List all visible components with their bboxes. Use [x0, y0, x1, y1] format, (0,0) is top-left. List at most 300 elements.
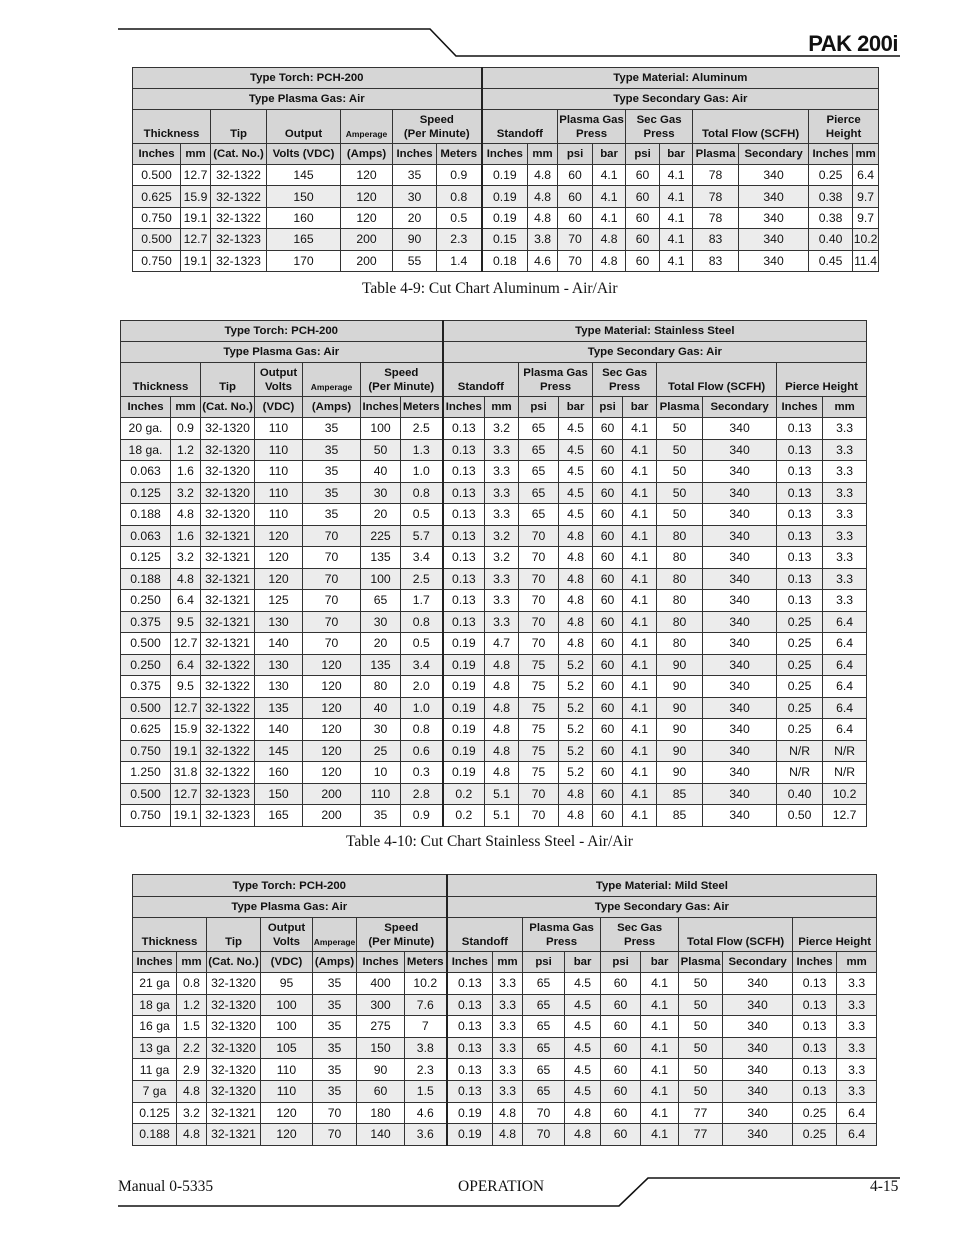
table-cell: 90	[393, 229, 437, 250]
unit-header: (Amps)	[341, 144, 393, 165]
table-cell: 105	[261, 1037, 313, 1059]
table-cell: 0.375	[121, 611, 171, 633]
table-cell: 1.5	[177, 1016, 207, 1038]
table-cell: 35	[313, 1016, 357, 1038]
unit-header: Meters	[437, 144, 482, 165]
table-cell: 100	[261, 994, 313, 1016]
table-cell: 140	[357, 1124, 405, 1146]
unit-header: psi	[626, 144, 660, 165]
table-cell: 340	[723, 1102, 793, 1124]
table-cell: 3.3	[837, 1059, 877, 1081]
table-cell: 75	[519, 762, 559, 784]
table-cell: 35	[393, 165, 437, 186]
table-cell: 340	[723, 1059, 793, 1081]
table-cell: 0.25	[777, 611, 823, 633]
table-cell: 65	[519, 461, 559, 483]
table-cell: 60	[593, 461, 623, 483]
table-cell: 180	[357, 1102, 405, 1124]
unit-header: mm	[493, 952, 523, 973]
table-cell: 1.6	[171, 461, 201, 483]
material-type: Type Material: Stainless Steel	[443, 321, 867, 342]
table-cell: 120	[255, 547, 303, 569]
table-cell: 32-1320	[207, 994, 261, 1016]
table-cell: 12.7	[171, 697, 201, 719]
table-cell: 1.4	[437, 250, 482, 271]
column-group-header: Output Volts	[255, 363, 303, 397]
table-cell: 3.3	[485, 461, 519, 483]
table-cell: 0.19	[443, 697, 485, 719]
table-cell: 0.750	[133, 207, 181, 228]
table-cell: 6.4	[171, 654, 201, 676]
table-cell: 3.3	[493, 994, 523, 1016]
table-cell: 4.1	[593, 186, 626, 207]
table-cell: 150	[267, 186, 341, 207]
table-cell: 32-1323	[211, 250, 267, 271]
table-cell: 65	[523, 973, 565, 995]
table-cell: 0.13	[443, 504, 485, 526]
table-cell: 50	[657, 504, 703, 526]
table-cell: 3.3	[823, 547, 867, 569]
column-group-header: Sec Gas Press	[601, 918, 679, 952]
table-cell: 35	[303, 504, 361, 526]
table-cell: 25	[361, 740, 401, 762]
table-cell: 19.1	[171, 740, 201, 762]
unit-header: mm	[177, 952, 207, 973]
table-cell: 0.45	[809, 250, 853, 271]
table-cell: 77	[679, 1124, 723, 1146]
table-cell: 9.7	[853, 207, 879, 228]
unit-header: mm	[528, 144, 558, 165]
table-cell: 5.2	[559, 697, 593, 719]
table-cell: 2.5	[401, 418, 443, 440]
table-cell: 4.8	[177, 1080, 207, 1102]
unit-header: (Cat. No.)	[207, 952, 261, 973]
table-cell: 20	[361, 633, 401, 655]
torch-type: Type Torch: PCH-200	[121, 321, 443, 342]
table-cell: 0.250	[121, 654, 171, 676]
table-cell: 50	[657, 439, 703, 461]
unit-header: mm	[181, 144, 211, 165]
table-cell: 0.19	[443, 676, 485, 698]
table-cell: 130	[255, 611, 303, 633]
table-cell: 7	[405, 1016, 447, 1038]
table-cell: 120	[261, 1102, 313, 1124]
table-cell: 5.7	[401, 525, 443, 547]
unit-header: bar	[641, 952, 679, 973]
column-group-header: Amperage	[303, 363, 361, 397]
table-cell: 4.8	[485, 719, 519, 741]
table-cell: 70	[523, 1124, 565, 1146]
unit-header: bar	[593, 144, 626, 165]
unit-header: (Cat. No.)	[201, 397, 255, 418]
table-cell: 70	[519, 783, 559, 805]
table-cell: 65	[519, 482, 559, 504]
table-cell: 5.2	[559, 654, 593, 676]
table-cell: 4.1	[660, 165, 693, 186]
table-cell: 0.625	[121, 719, 171, 741]
table-cell: 4.1	[641, 1059, 679, 1081]
table-cell: 110	[361, 783, 401, 805]
table-cell: 0.25	[777, 676, 823, 698]
unit-header: Inches	[361, 397, 401, 418]
table-cell: 140	[255, 633, 303, 655]
table-cell: 20 ga.	[121, 418, 171, 440]
table-cell: 165	[267, 229, 341, 250]
table-cell: 70	[303, 611, 361, 633]
table-cell: 110	[255, 482, 303, 504]
table-cell: 70	[523, 1102, 565, 1124]
table-cell: 4.5	[565, 1080, 601, 1102]
column-group-header: Speed (Per Minute)	[393, 110, 482, 144]
table-cell: 110	[255, 439, 303, 461]
table-cell: 4.8	[565, 1102, 601, 1124]
table-cell: 6.4	[837, 1124, 877, 1146]
table-cell: 50	[657, 461, 703, 483]
table-cell: 32-1320	[207, 1080, 261, 1102]
table-cell: 3.2	[485, 547, 519, 569]
material-type: Type Material: Aluminum	[482, 68, 879, 89]
table-cell: 60	[593, 547, 623, 569]
table-cell: 145	[267, 165, 341, 186]
table-cell: 0.13	[793, 994, 837, 1016]
table-cell: 0.13	[777, 439, 823, 461]
table-cell: 3.3	[493, 1059, 523, 1081]
table-cell: 32-1320	[207, 1059, 261, 1081]
table-cell: 32-1321	[201, 590, 255, 612]
unit-header: bar	[660, 144, 693, 165]
table-cell: 0.13	[777, 504, 823, 526]
table-cell: 340	[723, 1080, 793, 1102]
table-cell: 4.6	[405, 1102, 447, 1124]
unit-header: (Amps)	[303, 397, 361, 418]
table-cell: 340	[723, 994, 793, 1016]
table-cell: 0.13	[447, 973, 493, 995]
table-cell: 120	[303, 697, 361, 719]
table-cell: 110	[255, 504, 303, 526]
table-cell: 3.4	[401, 654, 443, 676]
table-cell: 2.0	[401, 676, 443, 698]
table-cell: 340	[723, 1037, 793, 1059]
table-cell: 40	[361, 697, 401, 719]
table-cell: 4.5	[565, 994, 601, 1016]
table-cell: 65	[361, 590, 401, 612]
table-cell: 0.13	[447, 1080, 493, 1102]
table-cell: 0.13	[777, 525, 823, 547]
unit-header: Inches	[443, 397, 485, 418]
table-cell: 0.25	[793, 1124, 837, 1146]
table-row	[121, 611, 867, 633]
cut-chart-table-2	[120, 320, 867, 827]
table-cell: 340	[703, 590, 777, 612]
unit-header: mm	[853, 144, 879, 165]
table-cell: 30	[393, 186, 437, 207]
table-cell: 340	[739, 250, 809, 271]
table-row	[133, 250, 879, 271]
table-cell: 4.8	[559, 525, 593, 547]
table-cell: 120	[341, 207, 393, 228]
table-cell: 7.6	[405, 994, 447, 1016]
column-group-header: Pierce Height	[809, 110, 879, 144]
unit-header: mm	[837, 952, 877, 973]
table-cell: 32-1322	[201, 676, 255, 698]
unit-header: (Cat. No.)	[211, 144, 267, 165]
table-cell: 0.13	[793, 1059, 837, 1081]
table-cell: 200	[303, 805, 361, 827]
table-cell: 120	[341, 165, 393, 186]
torch-type: Type Torch: PCH-200	[133, 68, 482, 89]
table-cell: 0.13	[447, 1037, 493, 1059]
table-cell: 140	[255, 719, 303, 741]
table-cell: 4.8	[177, 1124, 207, 1146]
table-cell: 19.1	[181, 207, 211, 228]
table-cell: 0.13	[443, 547, 485, 569]
table-cell: 65	[523, 1080, 565, 1102]
table-cell: 275	[357, 1016, 405, 1038]
table-cell: 9.5	[171, 611, 201, 633]
table-cell: 0.13	[777, 461, 823, 483]
table-cell: 70	[519, 568, 559, 590]
table-row	[121, 482, 867, 504]
table-cell: 0.125	[121, 482, 171, 504]
unit-header: Inches	[447, 952, 493, 973]
column-group-header: Plasma Gas Press	[519, 363, 593, 397]
table-cell: 1.0	[401, 697, 443, 719]
unit-header: Inches	[357, 952, 405, 973]
section-name: OPERATION	[458, 1178, 545, 1195]
table-cell: 32-1321	[201, 525, 255, 547]
table-cell: 145	[255, 740, 303, 762]
table-cell: 3.3	[485, 568, 519, 590]
table-cell: 4.5	[559, 439, 593, 461]
table-row	[133, 1080, 877, 1102]
table-cell: 120	[303, 676, 361, 698]
table-cell: 60	[626, 207, 660, 228]
table-cell: 1.0	[401, 461, 443, 483]
table-row	[121, 461, 867, 483]
table-cell: 7 ga	[133, 1080, 177, 1102]
table-cell: 80	[657, 590, 703, 612]
table-cell: 4.1	[593, 165, 626, 186]
table-cell: 1.6	[171, 525, 201, 547]
table-cell: 32-1322	[201, 740, 255, 762]
table-cell: 3.3	[823, 482, 867, 504]
table-cell: 100	[361, 568, 401, 590]
table-cell: 5.2	[559, 762, 593, 784]
table-cell: 120	[303, 740, 361, 762]
table-cell: 4.8	[559, 547, 593, 569]
table-cell: 18 ga	[133, 994, 177, 1016]
table-cell: 340	[739, 229, 809, 250]
table-cell: 110	[261, 1059, 313, 1081]
secondary-gas-type: Type Secondary Gas: Air	[447, 897, 877, 918]
table-cell: 65	[523, 994, 565, 1016]
table-cell: 1.2	[177, 994, 207, 1016]
table-cell: 0.8	[177, 973, 207, 995]
table-cell: 32-1322	[201, 654, 255, 676]
table-cell: 0.9	[401, 805, 443, 827]
table-cell: 4.1	[660, 229, 693, 250]
table-cell: 4.1	[623, 482, 657, 504]
table-cell: 6.4	[837, 1102, 877, 1124]
table-cell: 340	[723, 973, 793, 995]
table-cell: 20	[393, 207, 437, 228]
table-cell: 200	[341, 229, 393, 250]
table-cell: 0.625	[133, 186, 181, 207]
table-row	[133, 1102, 877, 1124]
table-cell: 10.2	[823, 783, 867, 805]
table-cell: 15.9	[171, 719, 201, 741]
table-row	[133, 207, 879, 228]
table-cell: 0.13	[447, 1059, 493, 1081]
table-cell: 0.13	[443, 611, 485, 633]
table-cell: 50	[657, 418, 703, 440]
table-row	[121, 805, 867, 827]
table-row	[133, 994, 877, 1016]
table-cell: 100	[361, 418, 401, 440]
table-cell: 3.3	[823, 525, 867, 547]
unit-header: Inches	[133, 144, 181, 165]
table-cell: 0.2	[443, 783, 485, 805]
table-cell: 6.4	[823, 611, 867, 633]
table-cell: 4.8	[528, 207, 558, 228]
table-cell: 0.500	[121, 697, 171, 719]
table-cell: 3.3	[493, 1080, 523, 1102]
table-cell: N/R	[777, 740, 823, 762]
table-cell: 10.2	[853, 229, 879, 250]
table-cell: 50	[679, 973, 723, 995]
table-cell: 4.8	[485, 762, 519, 784]
column-group-header: Thickness	[133, 110, 211, 144]
table-cell: 50	[361, 439, 401, 461]
table-cell: 120	[303, 654, 361, 676]
column-group-header: Sec Gas Press	[626, 110, 693, 144]
unit-header: Meters	[405, 952, 447, 973]
table-cell: 120	[255, 525, 303, 547]
table-row	[133, 1059, 877, 1081]
column-group-header: Pierce Height	[777, 363, 867, 397]
unit-header: Plasma	[657, 397, 703, 418]
table-cell: 135	[255, 697, 303, 719]
table-cell: 16 ga	[133, 1016, 177, 1038]
table-cell: 70	[519, 805, 559, 827]
table-cell: 60	[601, 973, 641, 995]
unit-header: (VDC)	[261, 952, 313, 973]
table-cell: 0.125	[133, 1102, 177, 1124]
table-row	[133, 1016, 877, 1038]
table-cell: 0.13	[443, 461, 485, 483]
table-cell: 2.8	[401, 783, 443, 805]
table-row	[121, 590, 867, 612]
table-cell: 32-1320	[207, 973, 261, 995]
table-cell: 340	[703, 461, 777, 483]
table-cell: 4.1	[593, 207, 626, 228]
table-cell: 0.13	[777, 547, 823, 569]
table-cell: 32-1320	[201, 482, 255, 504]
table-cell: 2.3	[437, 229, 482, 250]
table-cell: 1.7	[401, 590, 443, 612]
table-cell: 11 ga	[133, 1059, 177, 1081]
table-row	[121, 547, 867, 569]
unit-header: mm	[485, 397, 519, 418]
table-cell: 4.8	[559, 611, 593, 633]
unit-header: Inches	[133, 952, 177, 973]
table-cell: 4.6	[528, 250, 558, 271]
table-cell: 9.7	[853, 186, 879, 207]
table-cell: 3.3	[493, 973, 523, 995]
unit-header: Inches	[809, 144, 853, 165]
table-row	[121, 525, 867, 547]
table-cell: 21 ga	[133, 973, 177, 995]
table-cell: 0.19	[443, 719, 485, 741]
table-cell: 3.3	[485, 439, 519, 461]
table-cell: 70	[519, 611, 559, 633]
table-cell: 32-1322	[201, 697, 255, 719]
table-cell: 4.1	[623, 439, 657, 461]
table-cell: 4.7	[485, 633, 519, 655]
column-group-header: Speed (Per Minute)	[357, 918, 447, 952]
table-row	[121, 504, 867, 526]
table-cell: 60	[593, 482, 623, 504]
table-cell: 4.8	[559, 633, 593, 655]
table-cell: 0.13	[777, 568, 823, 590]
table-cell: 0.19	[482, 165, 528, 186]
table-cell: 15.9	[181, 186, 211, 207]
table-cell: 60	[626, 186, 660, 207]
table-row	[133, 186, 879, 207]
column-group-header: Standoff	[447, 918, 523, 952]
table-cell: 12.7	[181, 229, 211, 250]
material-type: Type Material: Mild Steel	[447, 875, 877, 897]
table-cell: 3.3	[823, 418, 867, 440]
table-cell: 60	[593, 697, 623, 719]
table-cell: 0.063	[121, 461, 171, 483]
plasma-gas-type: Type Plasma Gas: Air	[133, 89, 482, 110]
table-cell: 32-1322	[201, 762, 255, 784]
table-cell: 4.5	[559, 482, 593, 504]
secondary-gas-type: Type Secondary Gas: Air	[443, 342, 867, 363]
table-cell: 4.1	[623, 805, 657, 827]
column-group-header: Thickness	[133, 918, 207, 952]
table-row	[121, 633, 867, 655]
table-cell: 3.3	[823, 504, 867, 526]
table-cell: 60	[357, 1080, 405, 1102]
table-cell: 200	[341, 250, 393, 271]
table-cell: N/R	[823, 740, 867, 762]
table-cell: 0.19	[443, 740, 485, 762]
table-cell: 0.750	[121, 740, 171, 762]
cut-chart-table-1	[132, 67, 879, 272]
table-cell: 110	[261, 1080, 313, 1102]
table-cell: 0.13	[443, 439, 485, 461]
table-cell: 55	[393, 250, 437, 271]
column-group-header: Sec Gas Press	[593, 363, 657, 397]
table-cell: 60	[558, 207, 593, 228]
table-cell: 4.8	[559, 590, 593, 612]
table-cell: 0.13	[447, 1016, 493, 1038]
table-cell: 4.5	[565, 1037, 601, 1059]
page-title: PAK 200i	[808, 31, 898, 56]
table-cell: 35	[313, 1059, 357, 1081]
column-group-header: Pierce Height	[793, 918, 877, 952]
table-cell: 0.19	[443, 633, 485, 655]
table-cell: 4.1	[623, 568, 657, 590]
table-cell: 0.50	[777, 805, 823, 827]
table-cell: 3.3	[837, 1080, 877, 1102]
table-cell: 160	[255, 762, 303, 784]
unit-header: Inches	[121, 397, 171, 418]
table-cell: 2.9	[177, 1059, 207, 1081]
table-cell: 4.5	[565, 1016, 601, 1038]
